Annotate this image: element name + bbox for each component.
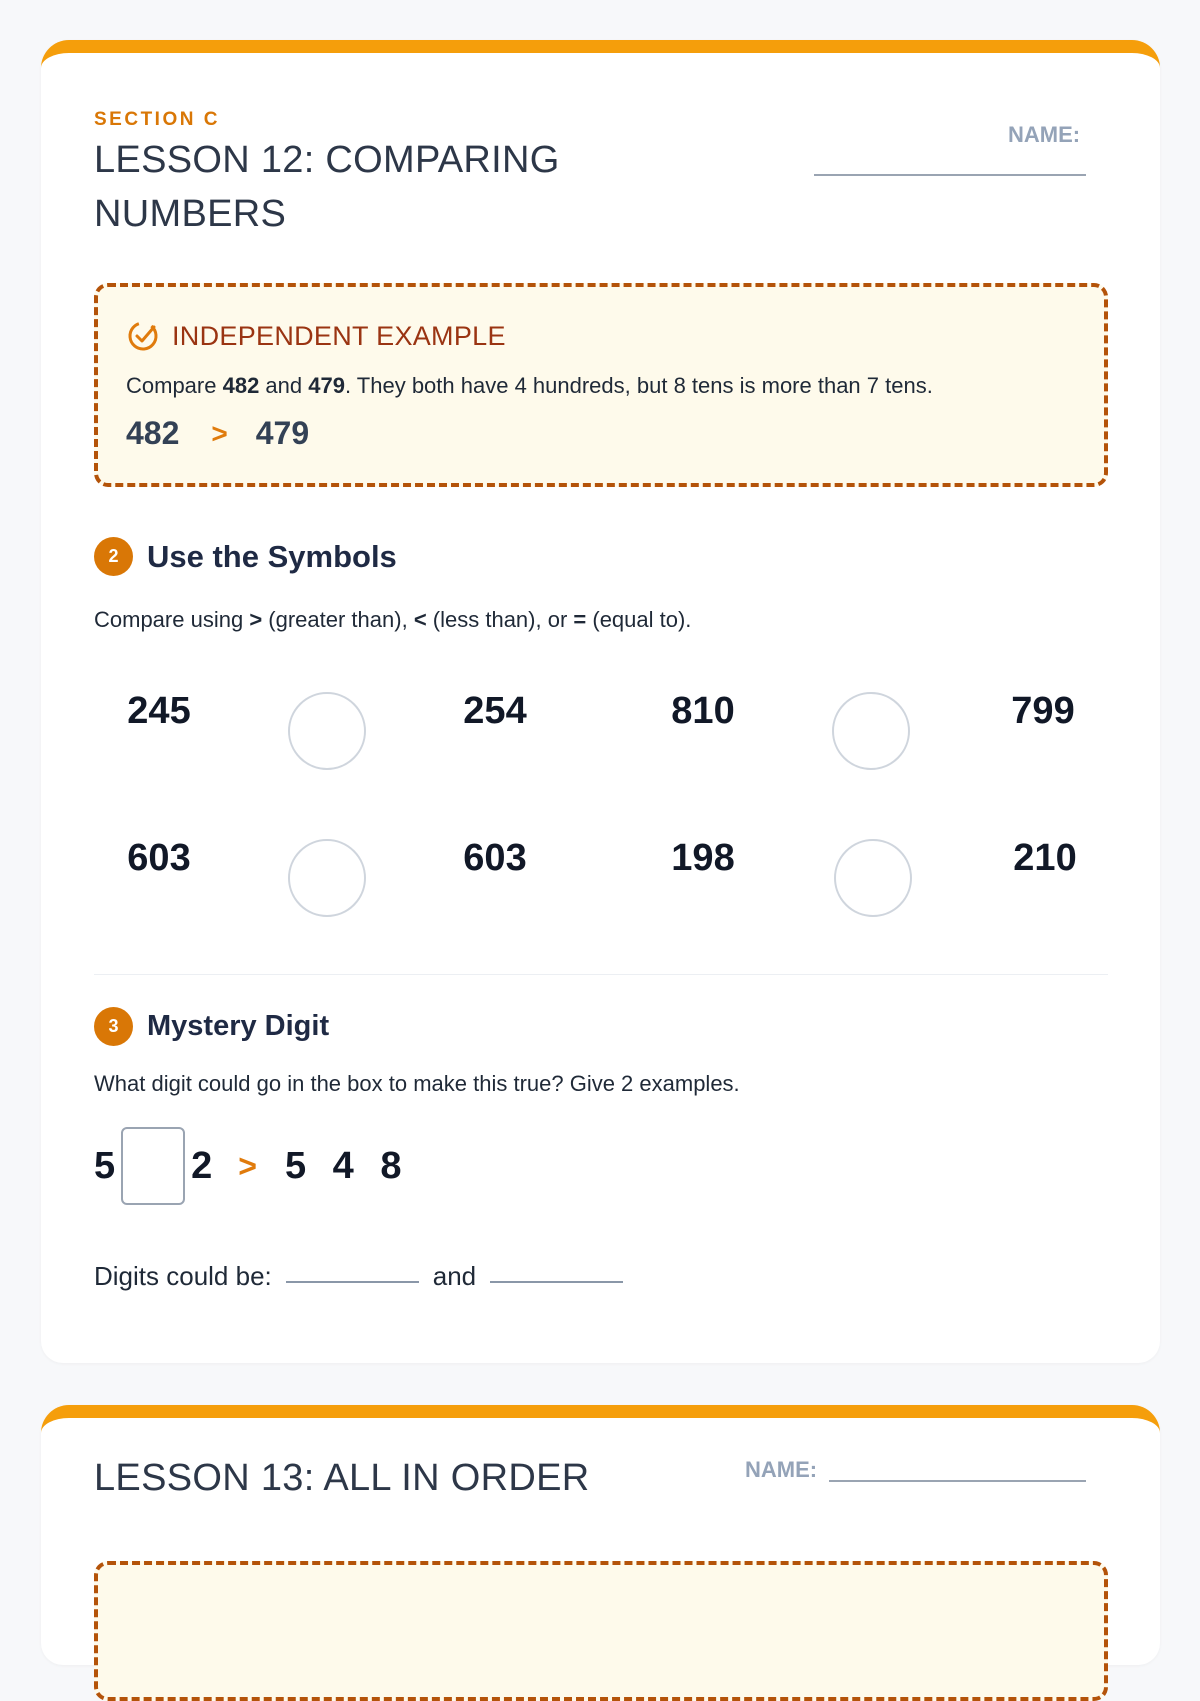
compare-right-number: 799 — [1011, 690, 1075, 732]
compare-right-number: 210 — [1013, 837, 1077, 879]
lesson-13-card — [41, 1405, 1160, 1665]
task-3-instructions: What digit could go in the box to make this true? Give 2 examples. — [94, 1071, 740, 1096]
divider — [94, 974, 1108, 975]
answer-circle[interactable] — [834, 839, 912, 917]
compare-left-number: 245 — [127, 690, 191, 732]
compare-left-number: 603 — [127, 837, 191, 879]
mystery-symbol: > — [238, 1147, 257, 1184]
answer-line — [94, 1261, 637, 1292]
task-number-badge: 2 — [94, 537, 133, 576]
mystery-first-digit: 5 — [94, 1144, 116, 1187]
answer-circle[interactable] — [288, 839, 366, 917]
example-text: Compare 482 and 479. They both have 4 hundreds, but 8 tens is more than 7 tens. — [126, 373, 933, 398]
compare-left-number: 810 — [671, 690, 735, 732]
answer-circle[interactable] — [288, 692, 366, 770]
mystery-last-digit: 2 — [191, 1144, 213, 1187]
example-title: INDEPENDENT EXAMPLE — [172, 320, 506, 351]
example-left: 482 — [126, 415, 180, 451]
name-label: NAME: — [745, 1457, 818, 1482]
independent-example-box — [94, 1561, 1108, 1701]
task-title: Use the Symbols — [147, 538, 397, 574]
compare-right-number: 254 — [463, 690, 527, 732]
check-circle-icon — [126, 319, 160, 353]
compare-right-number: 603 — [463, 837, 527, 879]
independent-example-box — [94, 283, 1108, 487]
task-2-heading — [94, 537, 397, 576]
mystery-right-number: 5 4 8 — [284, 1144, 410, 1187]
name-label: NAME: — [1008, 122, 1081, 147]
answer-and: and — [432, 1261, 477, 1291]
page-title: LESSON 12: COMPARING NUMBERS — [94, 139, 560, 235]
task-3-heading — [94, 1007, 329, 1046]
task-2-instructions: Compare using > (greater than), < (less than), or = (equal to). — [94, 607, 692, 632]
example-symbol: > — [211, 417, 228, 449]
answer-blank-2[interactable] — [490, 1281, 623, 1283]
mystery-digit-box[interactable] — [121, 1127, 185, 1205]
name-field[interactable] — [814, 174, 1086, 176]
name-field[interactable] — [829, 1480, 1086, 1482]
example-equation — [126, 415, 309, 452]
compare-left-number: 198 — [671, 837, 735, 879]
task-title: Mystery Digit — [147, 1010, 330, 1042]
answer-label: Digits could be: — [94, 1261, 272, 1291]
answer-circle[interactable] — [832, 692, 910, 770]
page-title: LESSON 13: ALL IN ORDER — [94, 1457, 590, 1499]
section-label: SECTION C — [94, 109, 220, 130]
example-right: 479 — [255, 415, 310, 451]
answer-blank-1[interactable] — [286, 1281, 419, 1283]
lesson-12-card — [41, 40, 1160, 1363]
task-number-badge: 3 — [94, 1007, 133, 1046]
mystery-digit-equation — [94, 1127, 410, 1205]
